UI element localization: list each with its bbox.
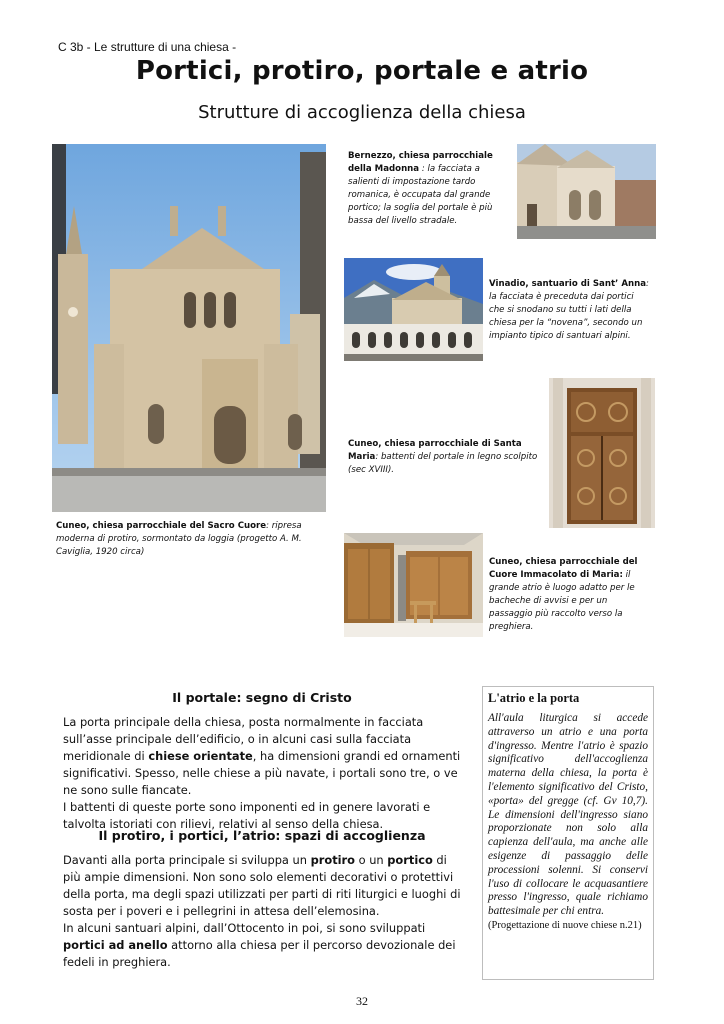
section-protiro-text xyxy=(63,852,467,971)
section-portale-p2: I battenti di queste porte sono imponenti ed in genere lavorati e talvolta istoriati con rilievi, relativi al senso della chiesa. xyxy=(63,800,431,831)
caption-santa-maria xyxy=(348,438,544,477)
caption-vinadio-text: : la facciata è preceduta dai portici che si snodano su tutti i lati della chiesa per la “novena”, secondo un impianto tipico di santuari alpini. xyxy=(489,279,649,341)
section-protiro-heading: Il protiro, i portici, l’atrio: spazi di accoglienza xyxy=(98,828,426,843)
caption-immacolato xyxy=(489,556,649,634)
section-protiro-p2-c: attorno alla chiesa per il percorso devozionale dei fedeli in preghiera. xyxy=(63,938,456,969)
caption-bernezzo-title: Bernezzo, chiesa parrocchiale della Madonna xyxy=(348,151,493,174)
caption-santa-maria-title: Cuneo, chiesa parrocchiale di Santa Maria xyxy=(348,439,522,462)
section-protiro-p1-a: Davanti alla porta principale si sviluppa un xyxy=(63,853,311,867)
section-protiro-p2-a: In alcuni santuari alpini, dall’Ottocento in poi, si sono sviluppati xyxy=(63,921,426,935)
sidebox-title: L'atrio e la porta xyxy=(488,691,580,705)
caption-vinadio xyxy=(489,278,649,343)
photo-vinadio xyxy=(344,258,483,361)
sidebox-text: All'aula liturgica si accede attraverso un atrio e una porta d'ingresso. Mentre l'atrio è spazio significativo dell'accoglienza materna della chiesa, la porta è l'elemento significativo del Cristo, «porta» del gregge (cf. Gv 10,7). Le dimensioni dell'ingresso siano proporzionate non solo alla capienza dell'aula, ma anche alle esigenze di passaggio delle processioni solenni. Si conservi l'uso di collocare le acquasantiere presso l'ingresso, quale richiamo battesimale per chi entra. xyxy=(488,712,648,918)
photo-immacolato-atrium xyxy=(344,533,483,637)
sidebox-atrio-porta xyxy=(482,686,654,980)
section-portale-p1-bold: chiese orientate xyxy=(148,749,253,763)
section-protiro-p1-d: di più ampie dimensioni. Non sono solo elementi decorativi o protettivi della porta, ma degli spazi utilizzati per parti di riti liturgici e luoghi di sosta per i poveri e i pellegrini in attesa dell’elemosina. xyxy=(63,853,461,918)
section-protiro-p2-bold: portici ad anello xyxy=(63,938,168,952)
page-subtitle: Strutture di accoglienza della chiesa xyxy=(198,102,526,123)
caption-sacro-cuore-text: : ripresa moderna di protiro, sormontato da loggia (progetto A. M. Caviglia, 1920 circa) xyxy=(56,521,302,557)
caption-bernezzo xyxy=(348,150,510,228)
section-portale-text xyxy=(63,714,467,833)
photo-bernezzo xyxy=(517,144,656,239)
section-label: C 3b - Le strutture di una chiesa - xyxy=(58,40,237,54)
page-number: 32 xyxy=(356,994,368,1008)
page-title: Portici, protiro, portale e atrio xyxy=(135,56,589,86)
caption-sacro-cuore-title: Cuneo, chiesa parrocchiale del Sacro Cuore xyxy=(56,521,267,531)
section-portale-p1-a: La porta principale della chiesa, posta normalmente in facciata sull’asse principale dell’edificio, o in alcuni casi sulla facciata meridionale di xyxy=(63,715,424,763)
caption-immacolato-title: Cuneo, chiesa parrocchiale del Cuore Immacolato di Maria: xyxy=(489,557,638,580)
caption-immacolato-text: il grande atrio è luogo adatto per le bacheche di avvisi e per un passaggio più raccolto verso la preghiera. xyxy=(489,570,635,632)
sidebox-source: (Progettazione di nuove chiese n.21) xyxy=(488,919,642,931)
caption-santa-maria-text: : battenti del portale in legno scolpito (sec XVIII). xyxy=(348,452,538,475)
caption-bernezzo-text: : la facciata a salienti di impostazione tardo romanica, è occupata dal grande portico; la soglia del portale è più bassa del livello stradale. xyxy=(348,164,493,226)
section-protiro-p1-c: o un xyxy=(355,853,388,867)
section-protiro-p1-bold2: portico xyxy=(387,853,433,867)
section-portale-heading: Il portale: segno di Cristo xyxy=(172,690,352,705)
section-portale-p1-c: , ha dimensioni grandi ed ornamenti significativi. Spesso, nelle chiese a più navate, i portali sono tre, o ve ne sono sulle fiancate. xyxy=(63,749,461,797)
photo-santa-maria-door xyxy=(549,378,655,528)
photo-sacro-cuore xyxy=(52,144,326,512)
caption-vinadio-title: Vinadio, santuario di Sant’ Anna xyxy=(489,279,647,289)
caption-sacro-cuore xyxy=(56,520,318,559)
section-protiro-p1-bold1: protiro xyxy=(310,853,355,867)
